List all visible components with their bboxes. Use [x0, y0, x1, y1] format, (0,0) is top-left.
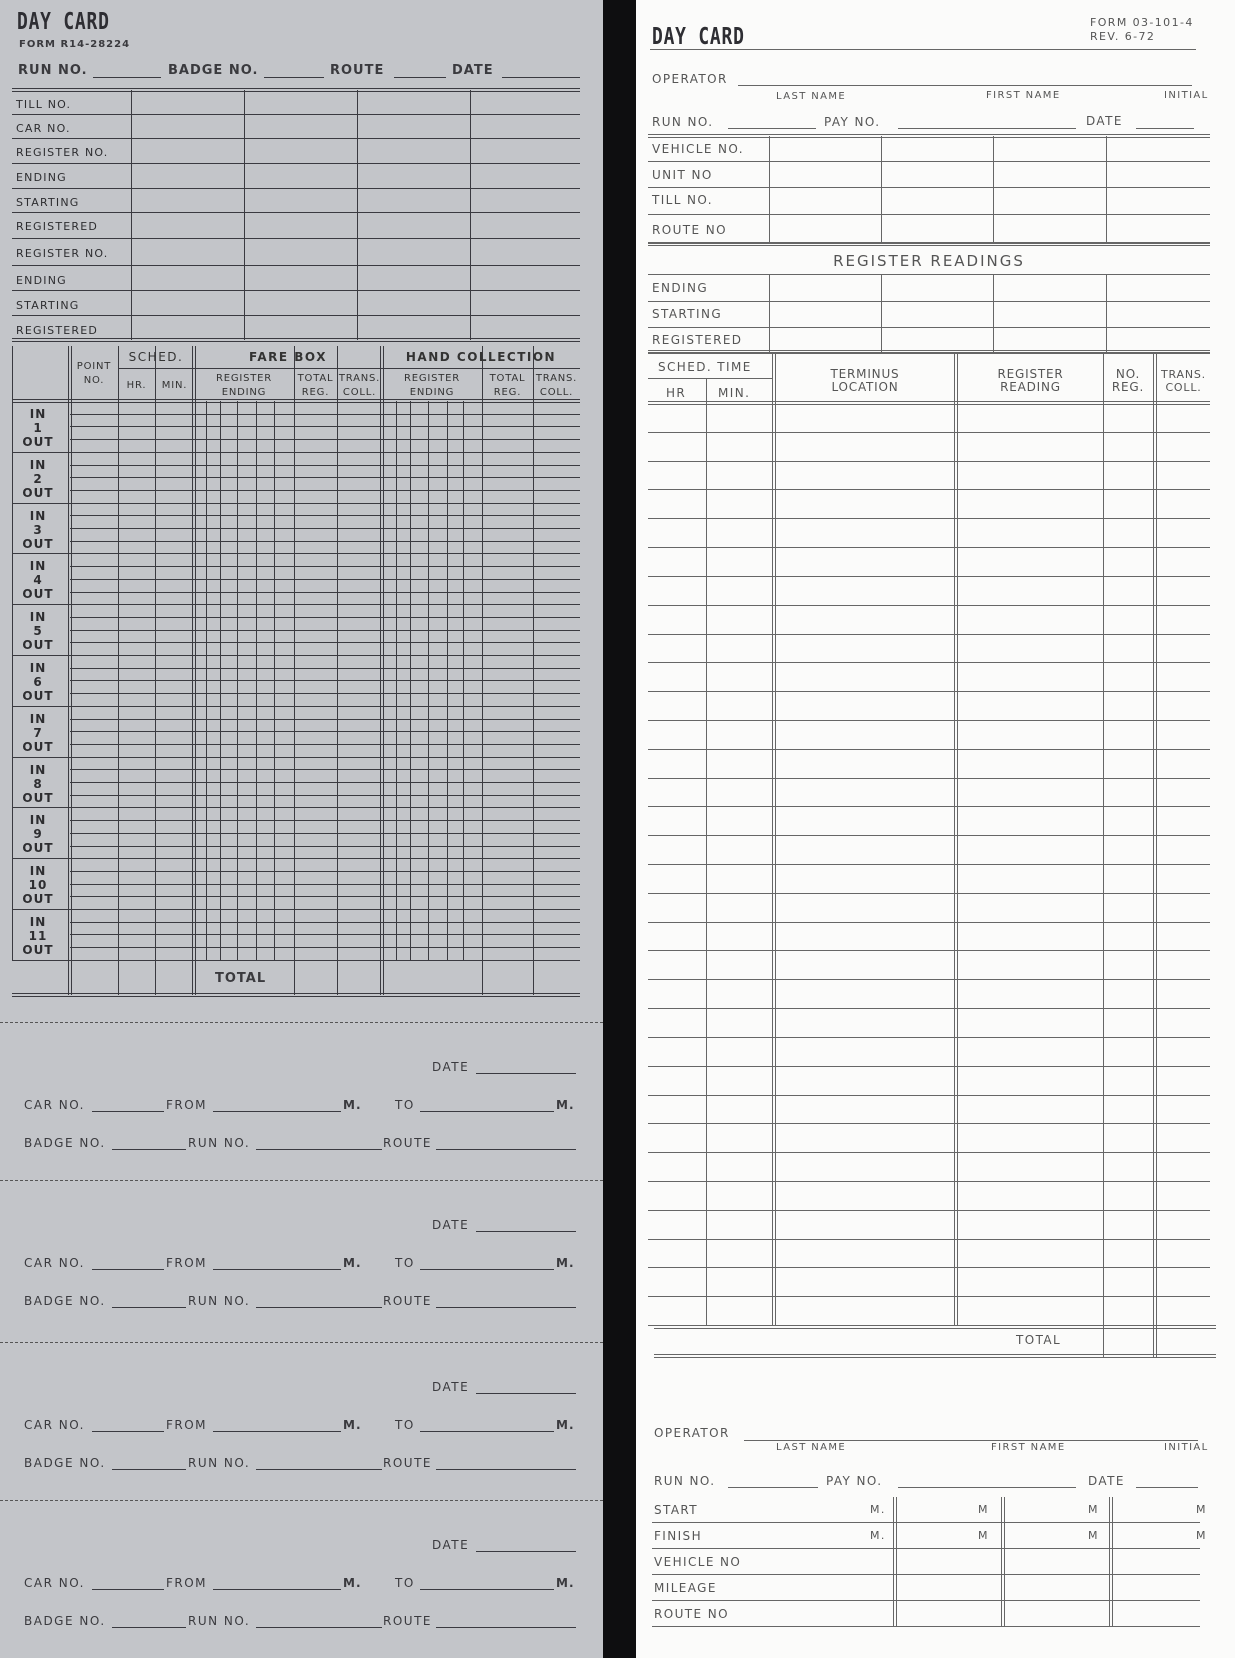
- stub-date-label: DATE: [432, 1218, 470, 1232]
- stub-car-no-label: CAR NO.: [24, 1418, 85, 1432]
- terminus-location-header: TERMINUS LOCATION: [830, 367, 900, 394]
- vehicle-row-label: ROUTE NO: [652, 223, 727, 237]
- hr-header: HR: [666, 386, 687, 400]
- top-row-label: TILL NO.: [16, 98, 72, 111]
- stub-to-label: TO: [395, 1256, 415, 1270]
- trip-number: 6: [33, 675, 43, 689]
- stub-date-label: DATE: [432, 1380, 470, 1394]
- trip-label: [14, 712, 62, 754]
- m-label: M: [1196, 1529, 1207, 1542]
- top-row-label: STARTING: [16, 299, 80, 312]
- stub-badge-no-label: BADGE NO.: [24, 1614, 106, 1628]
- bottom-first-name-label: FIRST NAME: [991, 1442, 1066, 1453]
- bottom-start-label: START: [654, 1503, 699, 1517]
- out-label: OUT: [22, 790, 54, 805]
- stub-badge-no-label: BADGE NO.: [24, 1456, 106, 1470]
- m-label: M: [1196, 1503, 1207, 1516]
- stub-from-label: FROM: [166, 1256, 208, 1270]
- m-label: M: [1088, 1529, 1099, 1542]
- top-row-label: STARTING: [16, 196, 80, 209]
- right-rev: REV. 6-72: [1090, 30, 1156, 43]
- trip-label: [14, 864, 62, 906]
- trip-number: 11: [28, 929, 48, 943]
- trip-number: 3: [33, 522, 43, 537]
- out-label: OUT: [22, 943, 54, 957]
- stub-to-label: TO: [395, 1098, 415, 1112]
- total-reg-header: TOTAL REG.: [297, 373, 334, 398]
- reading-row-label: ENDING: [652, 281, 709, 295]
- stub-route-label: ROUTE: [383, 1456, 432, 1470]
- top-row-label: ENDING: [16, 274, 67, 287]
- stub-m-label: M.: [556, 1576, 575, 1590]
- trans-coll-header: TRANS. COLL.: [535, 373, 578, 398]
- route-label: ROUTE: [330, 63, 385, 78]
- out-label: OUT: [22, 841, 54, 856]
- stub-date-label: DATE: [432, 1538, 470, 1552]
- bottom-mileage-label: MILEAGE: [654, 1581, 717, 1595]
- hand-collection-header: HAND COLLECTION: [405, 350, 557, 364]
- run-no-label: RUN NO.: [18, 63, 88, 78]
- in-label: IN: [29, 762, 47, 777]
- first-name-label: FIRST NAME: [986, 90, 1061, 101]
- out-label: OUT: [22, 587, 54, 602]
- m-label: M.: [870, 1529, 886, 1542]
- trip-number: 9: [33, 827, 43, 842]
- trip-label: [14, 813, 62, 855]
- last-name-label: LAST NAME: [776, 91, 847, 102]
- m-label: M: [1088, 1503, 1099, 1516]
- trip-label: [14, 661, 62, 703]
- right-date-label: DATE: [1086, 114, 1123, 128]
- fare-box-header: FARE BOX: [249, 350, 327, 364]
- trip-number: 4: [33, 573, 43, 588]
- vehicle-row-label: VEHICLE NO.: [652, 142, 744, 156]
- bottom-pay-no-label: PAY NO.: [826, 1474, 883, 1488]
- stub-route-label: ROUTE: [383, 1136, 432, 1150]
- bottom-last-name-label: LAST NAME: [776, 1442, 847, 1453]
- out-label: OUT: [22, 485, 54, 500]
- vehicle-row-label: UNIT NO: [652, 168, 713, 182]
- top-row-label: REGISTERED: [16, 324, 99, 337]
- trans-coll-header: TRANS. COLL.: [338, 373, 381, 398]
- trip-label: [14, 559, 62, 601]
- trip-label: [14, 610, 62, 652]
- stub-from-label: FROM: [166, 1098, 208, 1112]
- out-label: OUT: [22, 435, 54, 449]
- stub-m-label: M.: [556, 1418, 575, 1432]
- bottom-vehicle-no-label: VEHICLE NO: [654, 1555, 742, 1569]
- trans-coll-header: TRANS. COLL.: [1161, 368, 1206, 394]
- in-label: IN: [29, 661, 47, 675]
- right-card-title: DAY CARD: [652, 24, 745, 50]
- stub-m-label: M.: [556, 1256, 575, 1270]
- bottom-run-no-label: RUN NO.: [654, 1474, 716, 1488]
- total-label: TOTAL: [215, 971, 267, 986]
- bottom-route-no-label: ROUTE NO: [654, 1607, 729, 1621]
- in-label: IN: [29, 457, 47, 472]
- point-no-header: POINT NO.: [76, 361, 112, 386]
- operator-label: OPERATOR: [652, 72, 728, 86]
- left-form-number: FORM R14-28224: [19, 39, 131, 50]
- top-row-label: CAR NO.: [16, 122, 71, 135]
- stub-m-label: M.: [343, 1418, 362, 1432]
- stub-run-no-label: RUN NO.: [188, 1614, 251, 1628]
- trip-label: [14, 407, 62, 449]
- top-row-label: ENDING: [16, 171, 67, 184]
- left-card-title: DAY CARD: [17, 9, 110, 35]
- stub-car-no-label: CAR NO.: [24, 1098, 85, 1112]
- stub-badge-no-label: BADGE NO.: [24, 1294, 106, 1308]
- stub-run-no-label: RUN NO.: [188, 1294, 251, 1308]
- min-header: MIN.: [718, 386, 751, 400]
- bottom-date-label: DATE: [1088, 1474, 1125, 1488]
- stub-run-no-label: RUN NO.: [188, 1456, 251, 1470]
- pay-no-label: PAY NO.: [824, 115, 881, 129]
- stub-car-no-label: CAR NO.: [24, 1576, 85, 1590]
- reading-row-label: STARTING: [652, 307, 723, 321]
- top-row-label: REGISTER NO.: [16, 146, 109, 159]
- stub-m-label: M.: [343, 1256, 362, 1270]
- out-label: OUT: [22, 739, 54, 754]
- trip-label: [14, 458, 62, 500]
- register-ending-header: REGISTER ENDING: [215, 373, 273, 398]
- vehicle-row-label: TILL NO.: [652, 193, 714, 207]
- out-label: OUT: [22, 689, 54, 703]
- trip-number: 8: [33, 776, 43, 791]
- initial-label: INITIAL: [1164, 90, 1209, 101]
- right-day-card: [636, 0, 1235, 1658]
- hr-header: HR.: [126, 380, 147, 391]
- out-label: OUT: [22, 536, 54, 551]
- stub-from-label: FROM: [166, 1576, 208, 1590]
- reading-row-label: REGISTERED: [652, 333, 743, 347]
- no-reg-header: NO. REG.: [1111, 367, 1145, 394]
- stub-to-label: TO: [395, 1576, 415, 1590]
- out-label: OUT: [22, 638, 54, 653]
- date-label: DATE: [452, 63, 494, 78]
- stub-car-no-label: CAR NO.: [24, 1256, 85, 1270]
- trip-number: 1: [33, 421, 43, 435]
- right-run-no-label: RUN NO.: [652, 115, 714, 129]
- bottom-initial-label: INITIAL: [1164, 1442, 1209, 1453]
- right-form-number: FORM 03-101-4: [1090, 16, 1194, 29]
- top-row-label: REGISTERED: [16, 220, 99, 233]
- total-reg-header: TOTAL REG.: [489, 373, 526, 398]
- stub-from-label: FROM: [166, 1418, 208, 1432]
- trip-number: 7: [33, 725, 43, 740]
- in-label: IN: [29, 508, 47, 523]
- m-label: M: [978, 1503, 989, 1516]
- m-label: M.: [870, 1503, 886, 1516]
- stub-m-label: M.: [556, 1098, 575, 1112]
- in-label: IN: [29, 813, 47, 828]
- trip-label: [14, 915, 62, 957]
- in-label: IN: [29, 407, 47, 421]
- stub-run-no-label: RUN NO.: [188, 1136, 251, 1150]
- bottom-finish-label: FINISH: [654, 1529, 702, 1543]
- card-gap: [603, 0, 636, 1658]
- stub-date-label: DATE: [432, 1060, 470, 1074]
- out-label: OUT: [22, 892, 54, 907]
- badge-no-label: BADGE NO.: [168, 63, 259, 78]
- stub-to-label: TO: [395, 1418, 415, 1432]
- bottom-operator-label: OPERATOR: [654, 1426, 730, 1440]
- sched-header: SCHED.: [128, 350, 184, 364]
- trip-number: 2: [33, 471, 43, 486]
- in-label: IN: [29, 559, 47, 574]
- stub-m-label: M.: [343, 1576, 362, 1590]
- sched-time-header: SCHED. TIME: [658, 360, 752, 374]
- register-readings-title: REGISTER READINGS: [833, 252, 1025, 270]
- total-label: TOTAL: [1016, 1333, 1062, 1347]
- min-header: MIN.: [161, 380, 188, 391]
- top-row-label: REGISTER NO.: [16, 247, 109, 260]
- m-label: M: [978, 1529, 989, 1542]
- register-ending-header: REGISTER ENDING: [403, 373, 461, 398]
- stub-route-label: ROUTE: [383, 1614, 432, 1628]
- trip-label: [14, 509, 62, 551]
- in-label: IN: [29, 915, 47, 929]
- register-reading-header: REGISTER READING: [997, 367, 1064, 394]
- stub-badge-no-label: BADGE NO.: [24, 1136, 106, 1150]
- in-label: IN: [29, 610, 47, 625]
- trip-number: 5: [33, 624, 43, 639]
- in-label: IN: [29, 711, 47, 726]
- left-day-card: [0, 0, 603, 1658]
- stub-m-label: M.: [343, 1098, 362, 1112]
- stub-route-label: ROUTE: [383, 1294, 432, 1308]
- in-label: IN: [29, 864, 47, 879]
- trip-label: [14, 763, 62, 805]
- trip-number: 10: [28, 878, 48, 893]
